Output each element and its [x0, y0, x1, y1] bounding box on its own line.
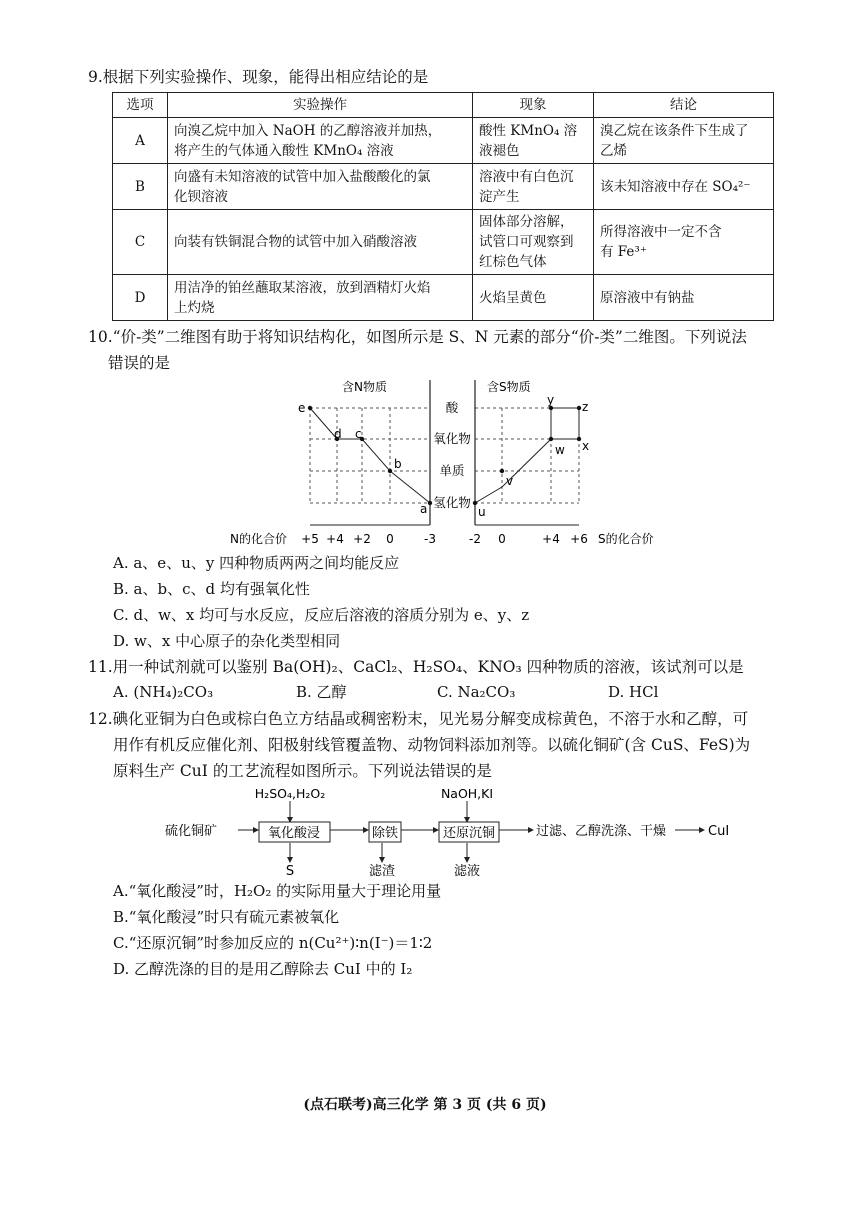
- q9-row-d-operation: 用洁净的铂丝蘸取某溶液，放到酒精灯火焰 上灼烧: [168, 275, 473, 321]
- q9-row-b-operation: 向盛有未知溶液的试管中加入盐酸酸化的氯 化钡溶液: [168, 164, 473, 210]
- label-b: b: [394, 457, 402, 471]
- q9-row-d-conclusion: 原溶液中有钠盐: [594, 275, 774, 321]
- q9-row-b-option: B: [113, 164, 168, 210]
- point-b: [388, 469, 392, 473]
- q11-option-a: A. (NH₄)₂CO₃: [113, 683, 214, 701]
- q9-row-c-operation: 向装有铁铜混合物的试管中加入硝酸溶液: [168, 210, 473, 275]
- table-row: [113, 118, 774, 164]
- page-footer: (点石联考)高三化学 第 3 页 (共 6 页): [303, 1097, 547, 1113]
- q9-stem: 9.根据下列实验操作、现象，能得出相应结论的是: [88, 68, 429, 86]
- label-a: a: [420, 502, 428, 516]
- label-v: v: [506, 474, 514, 488]
- q9-row-c-phenomenon: 固体部分溶解， 试管口可观察到 红棕色气体: [473, 210, 594, 275]
- flow-reagent1: H₂SO₄,H₂O₂: [254, 786, 326, 801]
- n-tick: 0: [386, 532, 394, 546]
- q11-option-b: B. 乙醇: [296, 683, 347, 701]
- category-acid: 酸: [445, 400, 459, 415]
- flow-start: 硫化铜矿: [165, 824, 218, 839]
- q12-stem-line1: 12.碘化亚铜为白色或棕白色立方结晶或稠密粉末，见光易分解变成棕黄色，不溶于水和乙醇，可: [88, 710, 749, 728]
- flow-step2: 除铁: [371, 826, 399, 841]
- q9-row-a-conclusion: 溴乙烷在该条件下生成了 乙烯: [594, 118, 774, 164]
- q10-stem-line2: 错误的是: [108, 354, 171, 372]
- n-substances-title: 含N物质: [342, 380, 387, 394]
- q12-stem-line2: 用作有机反应催化剂、阳极射线管覆盖物、动物饲料添加剂等。以硫化铜矿(含 CuS、FeS)为: [113, 736, 751, 754]
- process-flow-diagram: [150, 785, 750, 880]
- s-tick: -2: [469, 532, 481, 546]
- q12-option-b: B.“氧化酸浸”时只有硫元素被氧化: [113, 908, 340, 926]
- category-oxide: 氧化物: [433, 431, 471, 446]
- label-e: e: [298, 401, 306, 415]
- table-row: [113, 275, 774, 321]
- q9-header-phenomenon: 现象: [473, 93, 594, 118]
- n-axis-label: N的化合价: [230, 532, 287, 546]
- flow-step3: 还原沉铜: [442, 826, 496, 841]
- q10-option-a: A. a、e、u、y 四种物质两两之间均能反应: [113, 554, 400, 572]
- label-w: w: [555, 443, 565, 457]
- q9-row-d-option: D: [113, 275, 168, 321]
- q10-stem-line1: 10.“价-类”二维图有助于将知识结构化，如图所示是 S、N 元素的部分“价-类”二维图。下列说法: [88, 328, 747, 346]
- n-tick: -3: [424, 532, 436, 546]
- q11-option-d: D. HCl: [608, 683, 659, 701]
- q11-stem: 11.用一种试剂就可以鉴别 Ba(OH)₂、CaCl₂、H₂SO₄、KNO₃ 四种物质的溶液，该试剂可以是: [88, 658, 744, 676]
- n-tick: +2: [353, 532, 371, 546]
- label-d: d: [334, 427, 342, 441]
- q9-header-operation: 实验操作: [168, 93, 473, 118]
- point-a: [428, 501, 432, 505]
- q12-stem-line3: 原料生产 CuI 的工艺流程如图所示。下列说法错误的是: [113, 762, 492, 780]
- q11-option-c: C. Na₂CO₃: [437, 683, 516, 701]
- q9-row-d-phenomenon: 火焰呈黄色: [473, 275, 594, 321]
- label-z: z: [582, 400, 589, 414]
- point-x: [577, 437, 581, 441]
- table-row: [113, 164, 774, 210]
- s-tick: +6: [570, 532, 588, 546]
- point-z: [577, 406, 581, 410]
- flow-out2: 滤渣: [368, 864, 396, 879]
- q10-option-c: C. d、w、x 均可与水反应，反应后溶液的溶质分别为 e、y、z: [113, 606, 530, 624]
- point-u: [473, 501, 477, 505]
- q9-row-a-option: A: [113, 118, 168, 164]
- q12-option-a: A.“氧化酸浸”时，H₂O₂ 的实际用量大于理论用量: [113, 882, 442, 900]
- s-tick: 0: [498, 532, 506, 546]
- label-u: u: [478, 505, 486, 519]
- flow-out1: S: [285, 864, 295, 879]
- q12-option-d: D. 乙醇洗涤的目的是用乙醇除去 CuI 中的 I₂: [113, 960, 413, 978]
- label-c: c: [355, 427, 362, 441]
- n-tick: +5: [301, 532, 319, 546]
- point-v: [500, 469, 504, 473]
- n-tick: +4: [326, 532, 344, 546]
- q9-row-a-operation: 向溴乙烷中加入 NaOH 的乙醇溶液并加热， 将产生的气体通入酸性 KMnO₄ 溶液: [168, 118, 473, 164]
- q9-row-a-phenomenon: 酸性 KMnO₄ 溶 液褪色: [473, 118, 594, 164]
- category-element: 单质: [439, 463, 465, 478]
- s-tick: +4: [542, 532, 560, 546]
- q9-header-option: 选项: [113, 93, 168, 118]
- label-x: x: [582, 439, 590, 453]
- q9-row-c-option: C: [113, 210, 168, 275]
- category-hydride: 氢化物: [433, 495, 471, 510]
- q9-row-b-conclusion: 该未知溶液中存在 SO₄²⁻: [594, 164, 774, 210]
- flow-out3: 滤液: [453, 864, 481, 879]
- s-substances-title: 含S物质: [487, 380, 531, 394]
- flow-tail: 过滤、乙醇洗涤、干燥: [536, 824, 667, 839]
- q10-option-b: B. a、b、c、d 均有强氧化性: [113, 580, 310, 598]
- s-axis-label: S的化合价: [598, 532, 654, 546]
- label-y: y: [547, 393, 555, 407]
- flow-product: CuI: [708, 824, 730, 839]
- point-w: [549, 437, 553, 441]
- q9-row-c-conclusion: 所得溶液中一定不含 有 Fe³⁺: [594, 210, 774, 275]
- q9-header-row: [113, 93, 774, 118]
- q9-header-conclusion: 结论: [594, 93, 774, 118]
- flow-reagent3: NaOH,KI: [440, 786, 494, 801]
- valence-class-diagram: [225, 375, 665, 550]
- q12-option-c: C.“还原沉铜”时参加反应的 n(Cu²⁺)∶n(I⁻)＝1∶2: [113, 934, 433, 952]
- point-e: [308, 406, 312, 410]
- flow-step1: 氧化酸浸: [267, 826, 321, 841]
- q9-row-b-phenomenon: 溶液中有白色沉 淀产生: [473, 164, 594, 210]
- table-row: [113, 210, 774, 275]
- q10-option-d: D. w、x 中心原子的杂化类型相同: [113, 632, 341, 650]
- q9-table: [112, 92, 774, 321]
